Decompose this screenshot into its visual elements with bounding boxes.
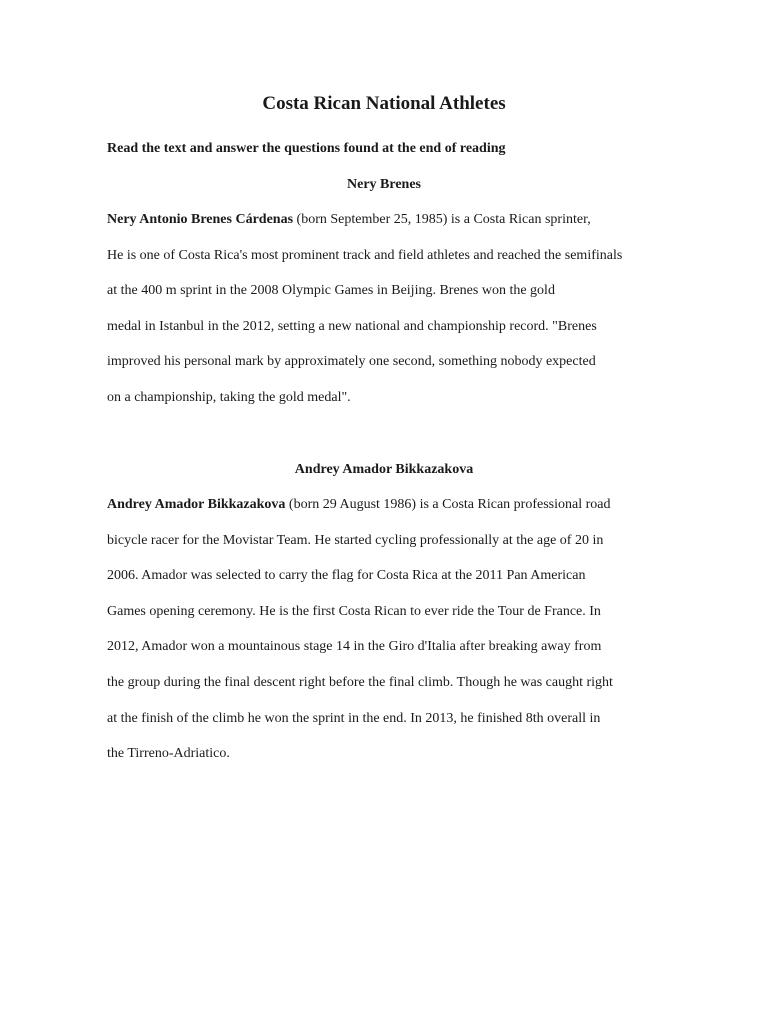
- paragraph-line: [107, 210, 687, 246]
- paragraph-line: medal in Istanbul in the 2012, setting a new national and championship record. "Brenes: [107, 318, 597, 334]
- paragraph-line: improved his personal mark by approximately one second, something nobody expected: [107, 354, 596, 370]
- paragraph-line: the group during the final descent right before the final climb. Though he was caught right: [107, 674, 613, 690]
- section-heading-nery-brenes: Nery Brenes: [347, 177, 421, 192]
- athlete-full-name: Andrey Amador Bikkazakova: [107, 497, 286, 512]
- paragraph-line: on a championship, taking the gold medal".: [107, 389, 351, 405]
- paragraph-line: bicycle racer for the Movistar Team. He started cycling professionally at the age of 20 in: [107, 532, 604, 548]
- paragraph-nery-brenes: [107, 210, 687, 424]
- document-title: Costa Rican National Athletes: [262, 93, 506, 114]
- paragraph-line: 2012, Amador won a mountainous stage 14 in the Giro d'Italia after breaking away from: [107, 639, 602, 655]
- paragraph-line: He is one of Costa Rica's most prominent track and field athletes and reached the semifinals: [107, 247, 623, 263]
- paragraph-line: 2006. Amador was selected to carry the flag for Costa Rica at the 2011 Pan American: [107, 568, 586, 584]
- section-heading-andrey-amador: Andrey Amador Bikkazakova: [294, 462, 474, 477]
- paragraph-line: at the 400 m sprint in the 2008 Olympic Games in Beijing. Brenes won the gold: [107, 283, 555, 299]
- paragraph-line: the Tirreno-Adriatico.: [107, 746, 230, 762]
- paragraph-line: [107, 495, 687, 531]
- line-text: (born September 25, 1985) is a Costa Rican sprinter,: [293, 212, 591, 227]
- paragraph-line: Games opening ceremony. He is the first Costa Rican to ever ride the Tour de France. In: [107, 603, 601, 619]
- line-text: (born 29 August 1986) is a Costa Rican professional road: [285, 497, 611, 512]
- paragraph-andrey-amador: [107, 495, 687, 780]
- athlete-full-name: Nery Antonio Brenes Cárdenas: [107, 212, 294, 227]
- reading-instructions: Read the text and answer the questions found at the end of reading: [107, 141, 506, 156]
- paragraph-line: at the finish of the climb he won the sprint in the end. In 2013, he finished 8th overall in: [107, 710, 601, 726]
